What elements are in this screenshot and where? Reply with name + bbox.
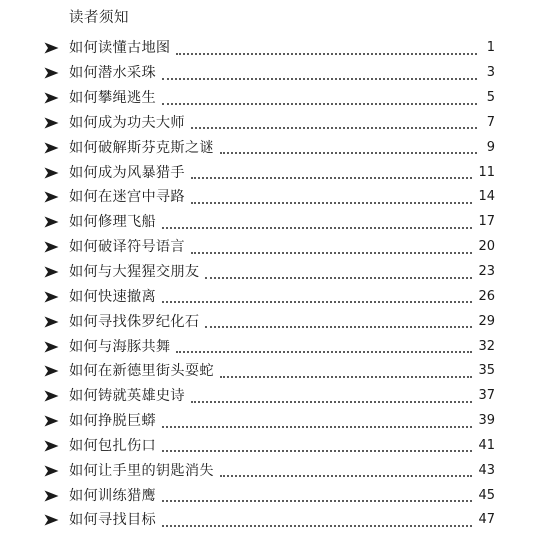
arrow-bullet-icon — [44, 465, 59, 477]
arrow-bullet-icon — [44, 514, 59, 526]
toc-entry[interactable] — [0, 210, 539, 235]
toc-entry[interactable] — [0, 359, 539, 384]
arrow-bullet-icon — [44, 266, 59, 278]
arrow-bullet-icon — [44, 142, 59, 154]
dot-leader — [162, 499, 473, 502]
toc-entry-title: 如何成为风暴猎手 — [69, 164, 185, 181]
toc-entry[interactable] — [0, 111, 539, 136]
toc-entry[interactable] — [0, 235, 539, 260]
toc-entry-title: 如何在迷宫中寻路 — [69, 189, 185, 206]
toc-entry-title: 如何寻找侏罗纪化石 — [69, 313, 200, 330]
dot-leader — [205, 325, 472, 328]
toc-entry-page-number: 1 — [486, 40, 495, 56]
toc-entry-title: 如何潜水采珠 — [69, 65, 156, 82]
arrow-bullet-icon — [44, 341, 59, 353]
toc-entry-title: 如何在新德里街头耍蛇 — [69, 363, 214, 380]
arrow-bullet-icon — [44, 415, 59, 427]
toc-list — [0, 36, 539, 533]
toc-entry-title: 如何与海豚共舞 — [69, 338, 171, 355]
dot-leader — [220, 474, 473, 477]
toc-entry-page-number: 32 — [478, 338, 495, 354]
arrow-bullet-icon — [44, 316, 59, 328]
arrow-bullet-icon — [44, 67, 59, 79]
dot-leader — [220, 151, 477, 154]
toc-entry-title: 如何读懂古地图 — [69, 40, 171, 57]
toc-entry[interactable] — [0, 86, 539, 111]
dot-leader — [162, 102, 477, 105]
toc-entry[interactable] — [0, 185, 539, 210]
toc-entry[interactable] — [0, 160, 539, 185]
toc-entry-title: 如何破解斯芬克斯之谜 — [69, 139, 214, 156]
toc-entry[interactable] — [0, 434, 539, 459]
dot-leader — [162, 524, 473, 527]
toc-entry-page-number: 43 — [478, 462, 495, 478]
toc-entry-page-number: 45 — [478, 487, 495, 503]
dot-leader — [191, 176, 473, 179]
arrow-bullet-icon — [44, 191, 59, 203]
arrow-bullet-icon — [44, 291, 59, 303]
toc-entry-page-number: 26 — [478, 288, 495, 304]
arrow-bullet-icon — [44, 241, 59, 253]
toc-entry-title: 如何包扎伤口 — [69, 437, 156, 454]
dot-leader — [162, 300, 473, 303]
toc-entry-page-number: 47 — [478, 512, 495, 528]
toc-entry[interactable] — [0, 409, 539, 434]
dot-leader — [176, 52, 477, 55]
dot-leader — [176, 350, 472, 353]
toc-entry-title: 如何修理飞船 — [69, 214, 156, 231]
toc-entry[interactable] — [0, 284, 539, 309]
toc-heading: 读者须知 — [69, 10, 129, 26]
toc-entry-page-number: 29 — [478, 313, 495, 329]
toc-entry[interactable] — [0, 36, 539, 61]
toc-entry-title: 如何与大猩猩交朋友 — [69, 264, 200, 281]
toc-entry-page-number: 41 — [478, 437, 495, 453]
dot-leader — [191, 126, 477, 129]
toc-entry-page-number: 3 — [486, 65, 495, 81]
toc-entry[interactable] — [0, 260, 539, 285]
toc-entry[interactable] — [0, 309, 539, 334]
toc-entry[interactable] — [0, 384, 539, 409]
toc-entry-page-number: 9 — [486, 139, 495, 155]
arrow-bullet-icon — [44, 42, 59, 54]
arrow-bullet-icon — [44, 117, 59, 129]
dot-leader — [205, 276, 472, 279]
dot-leader — [162, 425, 473, 428]
toc-entry-page-number: 35 — [478, 363, 495, 379]
toc-entry-title: 如何快速撤离 — [69, 288, 156, 305]
dot-leader — [162, 77, 477, 80]
toc-entry[interactable] — [0, 135, 539, 160]
dot-leader — [220, 375, 473, 378]
toc-entry[interactable] — [0, 61, 539, 86]
dot-leader — [191, 400, 473, 403]
toc-entry-title: 如何训练猎鹰 — [69, 487, 156, 504]
toc-entry-page-number: 17 — [478, 214, 495, 230]
toc-entry-page-number: 5 — [486, 90, 495, 106]
toc-entry-page-number: 7 — [486, 114, 495, 130]
dot-leader — [191, 251, 473, 254]
dot-leader — [162, 449, 473, 452]
toc-entry-title: 如何铸就英雄史诗 — [69, 388, 185, 405]
toc-entry-page-number: 39 — [478, 413, 495, 429]
dot-leader — [162, 226, 473, 229]
toc-entry-title: 如何让手里的钥匙消失 — [69, 462, 214, 479]
toc-entry-title: 如何破译符号语言 — [69, 239, 185, 256]
arrow-bullet-icon — [44, 440, 59, 452]
toc-entry-title: 如何攀绳逃生 — [69, 90, 156, 107]
toc-entry[interactable] — [0, 508, 539, 533]
arrow-bullet-icon — [44, 216, 59, 228]
toc-entry-title: 如何成为功夫大师 — [69, 114, 185, 131]
toc-entry-page-number: 11 — [478, 164, 495, 180]
toc-entry-page-number: 14 — [478, 189, 495, 205]
arrow-bullet-icon — [44, 490, 59, 502]
toc-entry-page-number: 37 — [478, 388, 495, 404]
dot-leader — [191, 201, 473, 204]
toc-entry-page-number: 23 — [478, 264, 495, 280]
toc-entry-title: 如何寻找目标 — [69, 512, 156, 529]
toc-entry[interactable] — [0, 334, 539, 359]
arrow-bullet-icon — [44, 390, 59, 402]
toc-entry-title: 如何挣脱巨蟒 — [69, 413, 156, 430]
toc-entry-page-number: 20 — [478, 239, 495, 255]
toc-entry[interactable] — [0, 483, 539, 508]
toc-entry[interactable] — [0, 458, 539, 483]
arrow-bullet-icon — [44, 365, 59, 377]
arrow-bullet-icon — [44, 167, 59, 179]
arrow-bullet-icon — [44, 92, 59, 104]
